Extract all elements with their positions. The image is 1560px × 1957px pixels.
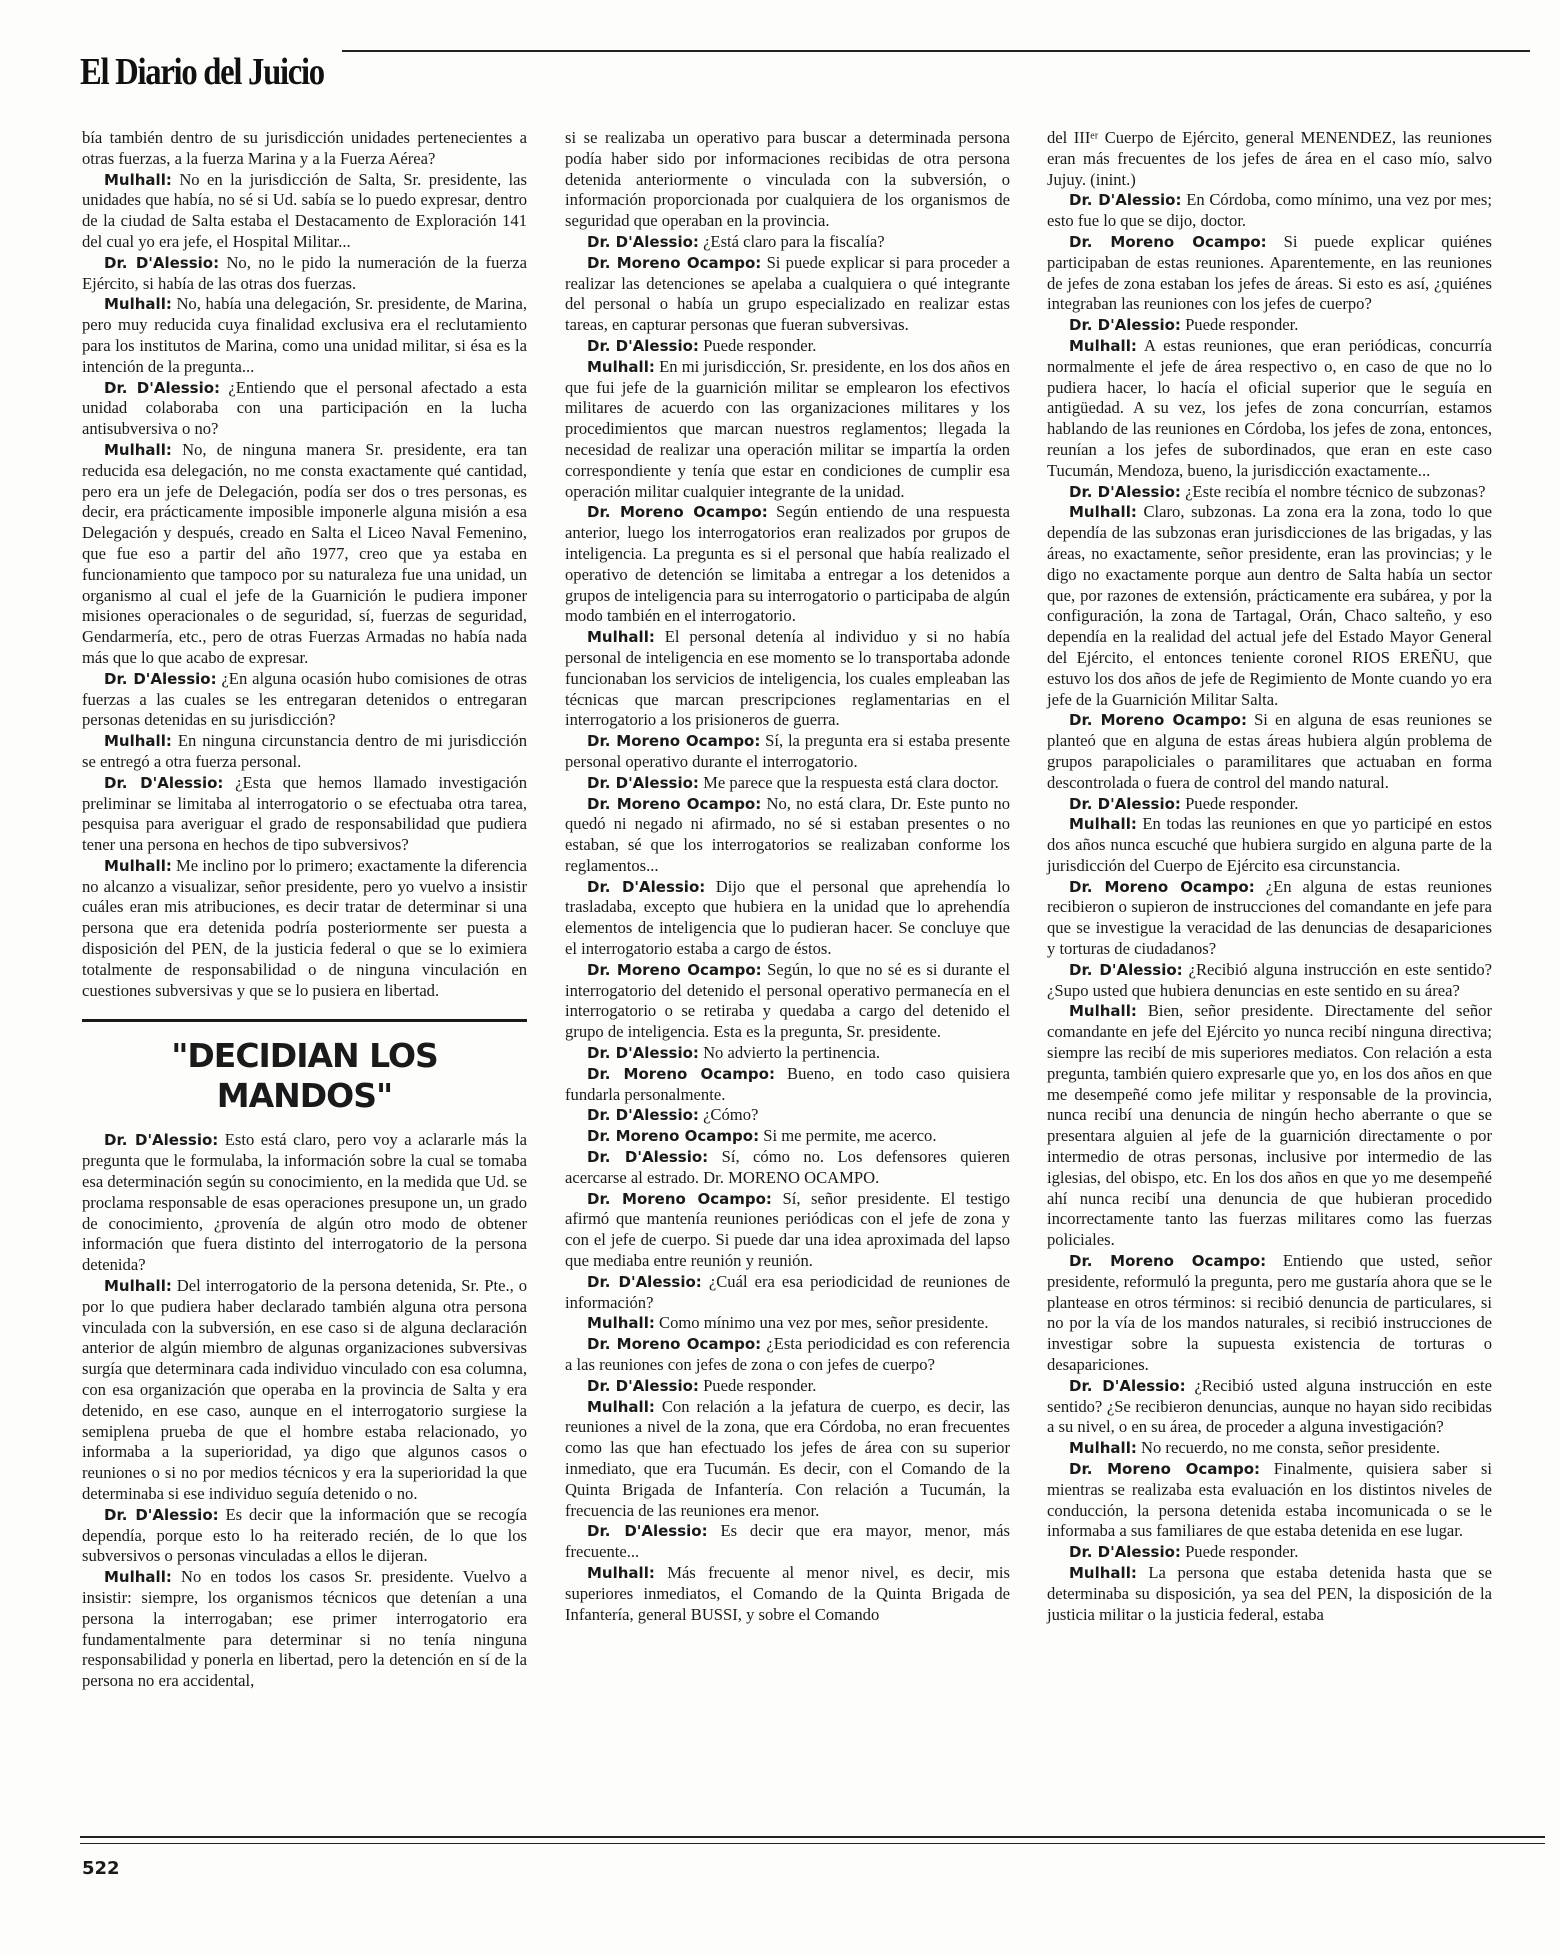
- transcript-paragraph: [565, 1563, 1010, 1625]
- speaker-name: Dr. D'Alessio:: [587, 1522, 708, 1541]
- transcript-paragraph: [82, 669, 527, 731]
- transcript-paragraph: [1047, 482, 1492, 503]
- transcript-paragraph: [82, 1130, 527, 1276]
- speech-text: ¿Recibió alguna instrucción en este sentido? ¿Supo usted que hubiera denuncias en este sentido en su área?: [1047, 959, 1492, 1000]
- footer-rule: [80, 1836, 1545, 1838]
- transcript-paragraph: [1047, 190, 1492, 232]
- speech-text: Sí, cómo no. Los defensores quieren acercarse al estrado. Dr. MORENO OCAMPO.: [565, 1147, 1010, 1187]
- transcript-paragraph: [565, 1376, 1010, 1397]
- transcript-paragraph: [1047, 502, 1492, 710]
- speaker-name: Dr. Moreno Ocampo:: [587, 1064, 775, 1083]
- speech-text: bía también dentro de su jurisdicción unidades pertenecientes a otras fuerzas, a la fuerza Marina y a la Fuerza Aérea?: [82, 128, 527, 168]
- transcript-paragraph: [565, 502, 1010, 627]
- speech-text: ¿Cómo?: [703, 1105, 759, 1125]
- speaker-name: Dr. D'Alessio:: [587, 1272, 702, 1291]
- transcript-paragraph: [1047, 877, 1492, 960]
- speech-text: Si puede explicar quiénes participaban de estas reuniones. Aparentemente, en las reuniones de jefes de zona estaban los jefes de áreas. Si esto es así, ¿quiénes integraban las reuniones con los jefes de cuerpo?: [1047, 231, 1492, 314]
- transcript-paragraph: [565, 357, 1010, 503]
- speech-text: Esto está claro, pero voy a aclararle más la pregunta que le formulaba, la información sobre la cual se tomaba esa determinación según su conocimiento, en la medida que Ud. se proclama responsable de esas operaciones presupone un, un grado de conocimiento, ¿provenía de algún otro modo de obtener información que fuera distinto del interrogatorio de la persona detenida?: [82, 1130, 527, 1275]
- speaker-name: Dr. Moreno Ocampo:: [587, 794, 762, 813]
- transcript-paragraph: [82, 1505, 527, 1567]
- speech-text: Dijo que el personal que aprehendía lo trasladaba, excepto que hubiera en la unidad que lo aprehendía elementos de inteligencia que lo pudieran hacer. Se concluye que el interrogatorio estaba a cargo de éstos.: [565, 876, 1010, 959]
- speech-text: En todas las reuniones en que yo participé en estos dos años nunca escuché que hubiera surgido en alguna parte de la jurisdicción del Cuerpo de Ejército esa circunstancia.: [1047, 814, 1492, 875]
- speaker-name: Dr. D'Alessio:: [587, 877, 706, 896]
- speech-text: Sí, señor presidente. El testigo afirmó que mantenía reuniones periódicas con el jefe de zona y con el jefe de cuerpo. Si puede dar una idea aproximada del lapso que mediaba entre reunión y reunión.: [565, 1188, 1011, 1271]
- speech-text: La persona que estaba detenida hasta que se determinaba su disposición, ya sea del PEN, la disposición de la justicia militar o la justicia federal, estaba: [1047, 1562, 1492, 1624]
- speaker-name: Mulhall:: [104, 1568, 172, 1587]
- transcript-paragraph: [1047, 1459, 1492, 1542]
- transcript-paragraph: [565, 1521, 1010, 1563]
- transcript-paragraph: [1047, 1001, 1492, 1251]
- speaker-name: Dr. D'Alessio:: [587, 1148, 709, 1167]
- speaker-name: Dr. D'Alessio:: [1069, 1543, 1181, 1562]
- speaker-name: Mulhall:: [1069, 1563, 1137, 1582]
- speaker-name: Dr. D'Alessio:: [587, 1044, 699, 1063]
- speech-text: No en la jurisdicción de Salta, Sr. presidente, las unidades que había, no sé si Ud. sabía se lo puedo expresar, dentro de la ciudad de Salta estaba el Destacamento de Exploración 141 del cual yo era jefe, el Hospital Militar...: [82, 169, 527, 251]
- transcript-paragraph: [82, 378, 527, 440]
- speaker-name: Dr. Moreno Ocampo:: [587, 503, 768, 522]
- speech-text: Puede responder.: [1185, 315, 1299, 335]
- speaker-name: Mulhall:: [1069, 503, 1137, 522]
- speech-text: Puede responder.: [1185, 793, 1299, 813]
- speech-text: Con relación a la jefatura de cuerpo, es decir, las reuniones a nivel de la zona, que era Córdoba, no eran frecuentes como las que han efectuado los jefes de área con su superior inmediato, que era Tucumán. Es decir, con el Comando de la Quinta Brigada de Infantería. Con relación a Tucumán, la frecuencia de las reuniones era menor.: [565, 1396, 1010, 1520]
- speech-text: ¿Esta que hemos llamado investigación preliminar se limitaba al interrogatorio o se efectuaba otra tarea, pesquisa para averiguar el grado de responsabilidad que pudiera tener una persona en hechos de tipo subversivos?: [82, 772, 527, 855]
- speaker-name: Mulhall:: [104, 856, 172, 875]
- speaker-name: Dr. D'Alessio:: [587, 232, 699, 251]
- transcript-paragraph: [1047, 1438, 1492, 1459]
- speech-text: ¿En alguna de estas reuniones recibieron o supieron de instrucciones del comandante en jefe para que se investigue la veracidad de las denuncias de desapariciones y torturas de ciudadanos?: [1047, 876, 1492, 959]
- speaker-name: Dr. Moreno Ocampo:: [1069, 711, 1247, 730]
- speaker-name: Mulhall:: [1069, 1439, 1137, 1458]
- speech-text: Si en alguna de esas reuniones se planteó que en alguna de estas áreas hubiera algún problema de grupos parapoliciales o paramilitares que actuaban en forma descontrolada o fuera de control del mando natural.: [1047, 710, 1492, 792]
- transcript-paragraph: [1047, 1542, 1492, 1563]
- speaker-name: Dr. Moreno Ocampo:: [587, 1127, 760, 1146]
- speech-text: El personal detenía al individuo y si no había personal de inteligencia en ese momento se lo transportaba adonde funcionaban los servicios de inteligencia, los cuales empleaban las técnicas que marcan prescripciones reglamentarias en el interrogatorio a los prisioneros de guerra.: [565, 627, 1010, 730]
- transcript-paragraph: [82, 170, 527, 253]
- transcript-paragraph: [565, 960, 1010, 1043]
- transcript-paragraph: [565, 1147, 1010, 1189]
- speech-text: ¿En alguna ocasión hubo comisiones de otras fuerzas a las cuales se les entregaran detenidos o entregaran personas detenidas en su jurisdicción?: [82, 668, 527, 730]
- speech-text: Según, lo que no sé es si durante el interrogatorio del detenido el personal operativo permanecía en el interrogatorio o se retiraba y quedaba a cargo del detenido el grupo de inteligencia. Esta es la pregunta, Sr. presidente.: [565, 959, 1011, 1042]
- speaker-name: Dr. Moreno Ocampo:: [587, 1189, 772, 1208]
- speaker-name: Mulhall:: [587, 1397, 655, 1416]
- speaker-name: Dr. D'Alessio:: [587, 336, 699, 355]
- speaker-name: Dr. Moreno Ocampo:: [1069, 1252, 1267, 1271]
- page-number: 522: [82, 1858, 120, 1879]
- transcript-paragraph: [1047, 232, 1492, 315]
- speech-text: Más frecuente al menor nivel, es decir, mis superiores inmediatos, el Comando de la Quinta Brigada de Infantería, general BUSSI, y sobre el Comando: [565, 1562, 1010, 1624]
- speaker-name: Mulhall:: [104, 170, 172, 189]
- masthead-rule: [342, 50, 1530, 52]
- transcript-paragraph: [565, 1126, 1010, 1147]
- speaker-name: Dr. D'Alessio:: [1069, 482, 1181, 501]
- transcript-paragraph: [565, 1334, 1010, 1376]
- speaker-name: Dr. D'Alessio:: [587, 773, 699, 792]
- speech-text: No advierto la pertinencia.: [703, 1043, 880, 1063]
- transcript-paragraph: [565, 731, 1010, 773]
- transcript-paragraph: [1047, 336, 1492, 482]
- transcript-paragraph: [1047, 710, 1492, 793]
- speech-text: No, había una delegación, Sr. presidente, de Marina, pero muy reducida cuya finalidad exclusiva era el reclutamiento para los institutos de Marina, como una unidad militar, si ésa es la intención de la pregunta...: [82, 294, 527, 376]
- speech-text: En ninguna circunstancia dentro de mi jurisdicción se entregó a otra fuerza personal.: [82, 731, 527, 771]
- transcript-paragraph: [82, 440, 527, 669]
- speaker-name: Mulhall:: [104, 732, 172, 751]
- transcript-paragraph: [565, 1313, 1010, 1334]
- transcript-paragraph: [565, 336, 1010, 357]
- speaker-name: Dr. D'Alessio:: [1069, 191, 1182, 210]
- transcript-paragraph: [565, 1043, 1010, 1064]
- speaker-name: Mulhall:: [1069, 815, 1137, 834]
- speech-text: Bueno, en todo caso quisiera fundarla personalmente.: [565, 1063, 1010, 1104]
- speech-text: Es decir que era mayor, menor, más frecuente...: [565, 1521, 1011, 1562]
- speech-text: ¿Cuál era esa periodicidad de reuniones de información?: [565, 1271, 1010, 1312]
- masthead: [80, 48, 1530, 98]
- transcript-paragraph: [82, 294, 527, 377]
- transcript-paragraph: [82, 253, 527, 295]
- speech-text: Finalmente, quisiera saber si mientras se realizaba esta evaluación en los distintos niveles de conducción, la persona detenida estaba incomunicada o se le informaba a sus familiares de que estaba detenida en ese lugar.: [1047, 1459, 1492, 1541]
- speech-text: ¿Recibió usted alguna instrucción en este sentido? ¿Se recibieron denuncias, aunque no hayan sido recibidas a su nivel, o en su área, de proceder a alguna investigación?: [1047, 1375, 1493, 1437]
- speech-text: Me parece que la respuesta está clara doctor.: [703, 772, 999, 792]
- column-3: [1047, 128, 1492, 1625]
- speaker-name: Dr. D'Alessio:: [587, 1376, 699, 1395]
- speech-text: ¿Este recibía el nombre técnico de subzonas?: [1185, 481, 1486, 501]
- speaker-name: Mulhall:: [587, 1563, 655, 1582]
- transcript-paragraph: [565, 773, 1010, 794]
- speech-text: En mi jurisdicción, Sr. presidente, en los dos años en que fui jefe de la guarnición militar se emplearon los efectivos militares de acuerdo con las organizaciones militares y los procedimientos que marcan nuestros reglamentos; llegada la necesidad de realizar una operación militar se impartía la orden correspondiente y tenía que estar en condiciones de cumplir esa operación militar cualquier integrante de la unidad.: [565, 356, 1010, 501]
- speech-text: del IIIᵉʳ Cuerpo de Ejército, general MENENDEZ, las reuniones eran más frecuentes de los jefes de área en el caso mío, salvo Jujuy. (inint.): [1047, 128, 1492, 189]
- speech-text: No recuerdo, no me consta, señor presidente.: [1141, 1438, 1441, 1458]
- transcript-paragraph: [1047, 794, 1492, 815]
- transcript-paragraph: [565, 1105, 1010, 1126]
- speech-text: No en todos los casos Sr. presidente. Vuelvo a insistir: siempre, los organismos técnicos que detenían a una persona la interrogaban; ese primer interrogatorio era fundamentalmente para determinar si no tenía ninguna responsabilidad y ponerla en libertad, pero la detención en sí de la persona no era accidental,: [82, 1567, 528, 1691]
- speaker-name: Dr. Moreno Ocampo:: [587, 1335, 762, 1354]
- column-2: [565, 128, 1010, 1625]
- footer-rule-thin: [80, 1843, 1545, 1844]
- speaker-name: Dr. D'Alessio:: [1069, 1376, 1186, 1395]
- transcript-paragraph: [565, 627, 1010, 731]
- speech-text: En Córdoba, como mínimo, una vez por mes; esto fue lo que se dijo, doctor.: [1047, 190, 1492, 231]
- speech-text: Si puede explicar si para proceder a realizar las detenciones se apelaba a cualquiera o qué integrante del personal o había un grupo especializado en realizar estas tareas, en capturar personas que fueran subversivas.: [565, 252, 1011, 335]
- speech-text: Del interrogatorio de la persona detenida, Sr. Pte., o por lo que pudiera haber declarado también alguna otra persona vinculada con la subversión, en ese caso si de alguna declaración anterior de algún miembro de algunas organizaciones subversivas surgía que determinara cada individuo vinculado con esa columna, con esa organización que operaba en la provincia de Salta y era detenido, en ese caso, aunque en el interrogatorio surgiese la semiplena prueba de que el hombre estaba relacionado, yo informaba a la superioridad, ya digo que algunos casos o reuniones o si no por medios técnicos y era la superioridad la que determinaba si ese individuo seguía detenido o no.: [82, 1276, 527, 1504]
- speech-text: Bien, señor presidente. Directamente del señor comandante en jefe del Ejército yo nunca recibí ninguna directiva; siempre las recibí de mis superiores mediatos. Con relación a esta pregunta, también quiero expresarle que yo, en los dos años en que me desempeñé como jefe militar y responsable de la provincia, nunca recibí una denuncia de ningún hecho aberrante o que se presentara alguien al jefe de la guarnición directamente o por intermedio de otras personas, inclusive por intermedio de las iglesias, del obispo, etc. En los dos años en que yo me desempeñé ahí nunca recibí una denuncia de que hubieran procedido incorrectamente tanto las fuerzas militares como las fuerzas policiales.: [1047, 1001, 1492, 1250]
- speech-text: Puede responder.: [703, 335, 817, 355]
- speaker-name: Mulhall:: [587, 357, 655, 376]
- speech-text: ¿Esta periodicidad es con referencia a las reuniones con jefes de zona o con jefes de cuerpo?: [565, 1334, 1011, 1375]
- speaker-name: Dr. D'Alessio:: [1069, 794, 1181, 813]
- transcript-paragraph: [82, 731, 527, 773]
- speech-text: ¿Está claro para la fiscalía?: [703, 231, 885, 251]
- transcript-paragraph: [565, 232, 1010, 253]
- speech-text: ¿Entiendo que el personal afectado a esta unidad colaboraba con una participación en la lucha antisubversiva o no?: [82, 377, 527, 439]
- speech-text: No, de ninguna manera Sr. presidente, era tan reducida esa delegación, no me consta exactamente qué cantidad, pero era un jefe de Delegación, podía ser dos o tres personas, es decir, era prácticamente imposible imponerle alguna misión a esa Delegación y después, creado en Salta el Liceo Naval Femenino, que fue eso a partir del año 1977, creo que ya estaba en funcionamiento que tampoco por su naturaleza fue una unidad, un organismo al cual el jefe de la Guarnición le pudiera imponer misiones operacionales o de seguridad, sí, fuerzas de seguridad, Gendarmería, etc., pero de otras Fuerzas Armadas no había nada más que lo que acabo de expresar.: [82, 439, 527, 667]
- speaker-name: Mulhall:: [104, 1277, 172, 1296]
- masthead-title: El Diario del Juicio: [80, 51, 324, 93]
- transcript-paragraph: [565, 877, 1010, 960]
- transcript-paragraph: [565, 253, 1010, 336]
- speaker-name: Dr. D'Alessio:: [104, 773, 224, 792]
- speaker-name: Dr. Moreno Ocampo:: [1069, 877, 1255, 896]
- transcript-paragraph: [565, 1272, 1010, 1314]
- transcript-paragraph: [82, 128, 527, 170]
- speech-text: Me inclino por lo primero; exactamente la diferencia no alcanzo a visualizar, señor presidente, pero yo vuelvo a insistir cuáles eran mis atribuciones, es decir tratar de determinar si una persona que era detenida podría posteriormente ser puesta a disposición del PEN, de la justicia federal o que se lo eximiera totalmente de responsabilidad o de ninguna vinculación en cuestiones subversivas y que se lo pusiera en libertad.: [82, 855, 527, 1000]
- speaker-name: Mulhall:: [104, 440, 172, 459]
- transcript-paragraph: [565, 1189, 1010, 1272]
- transcript-paragraph: [82, 1276, 527, 1505]
- transcript-paragraph: [82, 856, 527, 1002]
- speaker-name: Dr. D'Alessio:: [104, 378, 221, 397]
- speaker-name: Dr. D'Alessio:: [587, 1106, 699, 1125]
- transcript-paragraph: [1047, 315, 1492, 336]
- transcript-paragraph: [565, 128, 1010, 232]
- speaker-name: Dr. D'Alessio:: [104, 1505, 219, 1524]
- speaker-name: Mulhall:: [1069, 336, 1137, 355]
- transcript-paragraph: [1047, 1376, 1492, 1438]
- transcript-paragraph: [82, 1567, 527, 1692]
- transcript-paragraph: [1047, 814, 1492, 876]
- speech-text: Puede responder.: [1185, 1542, 1299, 1562]
- speaker-name: Mulhall:: [587, 1314, 655, 1333]
- speech-text: Según entiendo de una respuesta anterior, luego los interrogatorios eran realizados por grupos de inteligencia. La pregunta es si el personal que había realizado el operativo de detención se limitaba a entregar a los detenidos a grupos de inteligencia para su interrogatorio o participaba de algún modo también en el interrogatorio.: [565, 502, 1010, 626]
- speech-text: No, no está clara, Dr. Este punto no quedó ni negado ni afirmado, no sé si estaban presentes o no estaban, sé que los interrogatorios se realizaban conforme los reglamentos...: [565, 793, 1010, 875]
- column-1: [82, 128, 527, 1692]
- speaker-name: Dr. Moreno Ocampo:: [1069, 1460, 1261, 1478]
- speech-text: Entiendo que usted, señor presidente, reformuló la pregunta, pero me gustaría ahora que se le plantease en otros términos: si recibió denuncia de particulares, si no por la vía de los mandos naturales, si recibió instrucciones de investigar sobre la supuesta existencia de torturas o desapariciones.: [1047, 1251, 1492, 1375]
- transcript-paragraph: [565, 1397, 1010, 1522]
- speaker-name: Dr. Moreno Ocampo:: [587, 732, 761, 751]
- speaker-name: Dr. D'Alessio:: [104, 253, 220, 272]
- transcript-paragraph: [565, 1064, 1010, 1106]
- transcript-paragraph: [565, 794, 1010, 877]
- transcript-paragraph: [1047, 1563, 1492, 1625]
- speaker-name: Mulhall:: [1069, 1002, 1137, 1021]
- transcript-paragraph: [1047, 960, 1492, 1002]
- speech-text: Es decir que la información que se recogía dependía, porque esto lo ha reiterado recién, de lo que los subversivos o personas vinculadas a ellos le dijeran.: [82, 1504, 527, 1566]
- transcript-paragraph: [1047, 128, 1492, 190]
- speaker-name: Dr. Moreno Ocampo:: [587, 960, 762, 979]
- speech-text: Sí, la pregunta era si estaba presente personal operativo durante el interrogatorio.: [565, 731, 1011, 771]
- speaker-name: Dr. D'Alessio:: [1069, 316, 1181, 335]
- speaker-name: Mulhall:: [104, 295, 172, 314]
- speech-text: A estas reuniones, que eran periódicas, concurría normalmente el jefe de área respectivo o, en caso de que no lo pudiera hacer, lo hacía el oficial superior que le seguía en antigüedad. A su vez, los jefes de zona concurrían, estamos hablando de las reuniones en Córdoba, los jefes de zona, entonces, reunían a los jefes de subordinados, que eran en este caso Tucumán, Mendoza, bueno, la jurisdicción exactamente...: [1047, 335, 1492, 480]
- section-heading: "DECIDIAN LOS MANDOS": [82, 1019, 527, 1130]
- speaker-name: Dr. D'Alessio:: [104, 669, 217, 688]
- speaker-name: Mulhall:: [587, 628, 655, 647]
- speaker-name: Dr. Moreno Ocampo:: [587, 253, 762, 272]
- speech-text: Claro, subzonas. La zona era la zona, todo lo que dependía de las subzonas eran jurisdicciones de las brigadas, y las áreas, no exactamente, señor presidente, eran las provincias; y le digo no exactamente porque aun dentro de Salta había un sector que, por razones de extensión, prácticamente era subárea, y por la configuración, la zona de Tartagal, Orán, Chaco salteño, y eso dependía en la realidad del actual jefe del Estado Mayor General del Ejército, el entonces teniente coronel RIOS EREÑU, que estuvo los dos años de jefe de Regimiento de Monte cuando yo era jefe de la Guarnición Militar Salta.: [1047, 502, 1492, 709]
- speech-text: No, no le pido la numeración de la fuerza Ejército, si había de las otras dos fuerzas.: [82, 252, 527, 293]
- speaker-name: Dr. Moreno Ocampo:: [1069, 232, 1267, 251]
- speaker-name: Dr. D'Alessio:: [1069, 960, 1183, 979]
- transcript-paragraph: [1047, 1251, 1492, 1376]
- speech-text: Puede responder.: [703, 1375, 817, 1395]
- speech-text: si se realizaba un operativo para buscar a determinada persona podía haber sido por informaciones recibidas de otra persona detenida anteriormente o vinculada con la subversión, o información proporcionada por cualquiera de los organismos de seguridad que operaban en la provincia.: [565, 128, 1010, 231]
- speaker-name: Dr. D'Alessio:: [104, 1131, 219, 1150]
- speech-text: Si me permite, me acerco.: [763, 1126, 937, 1146]
- transcript-paragraph: [82, 773, 527, 856]
- speech-text: Como mínimo una vez por mes, señor presidente.: [659, 1313, 989, 1333]
